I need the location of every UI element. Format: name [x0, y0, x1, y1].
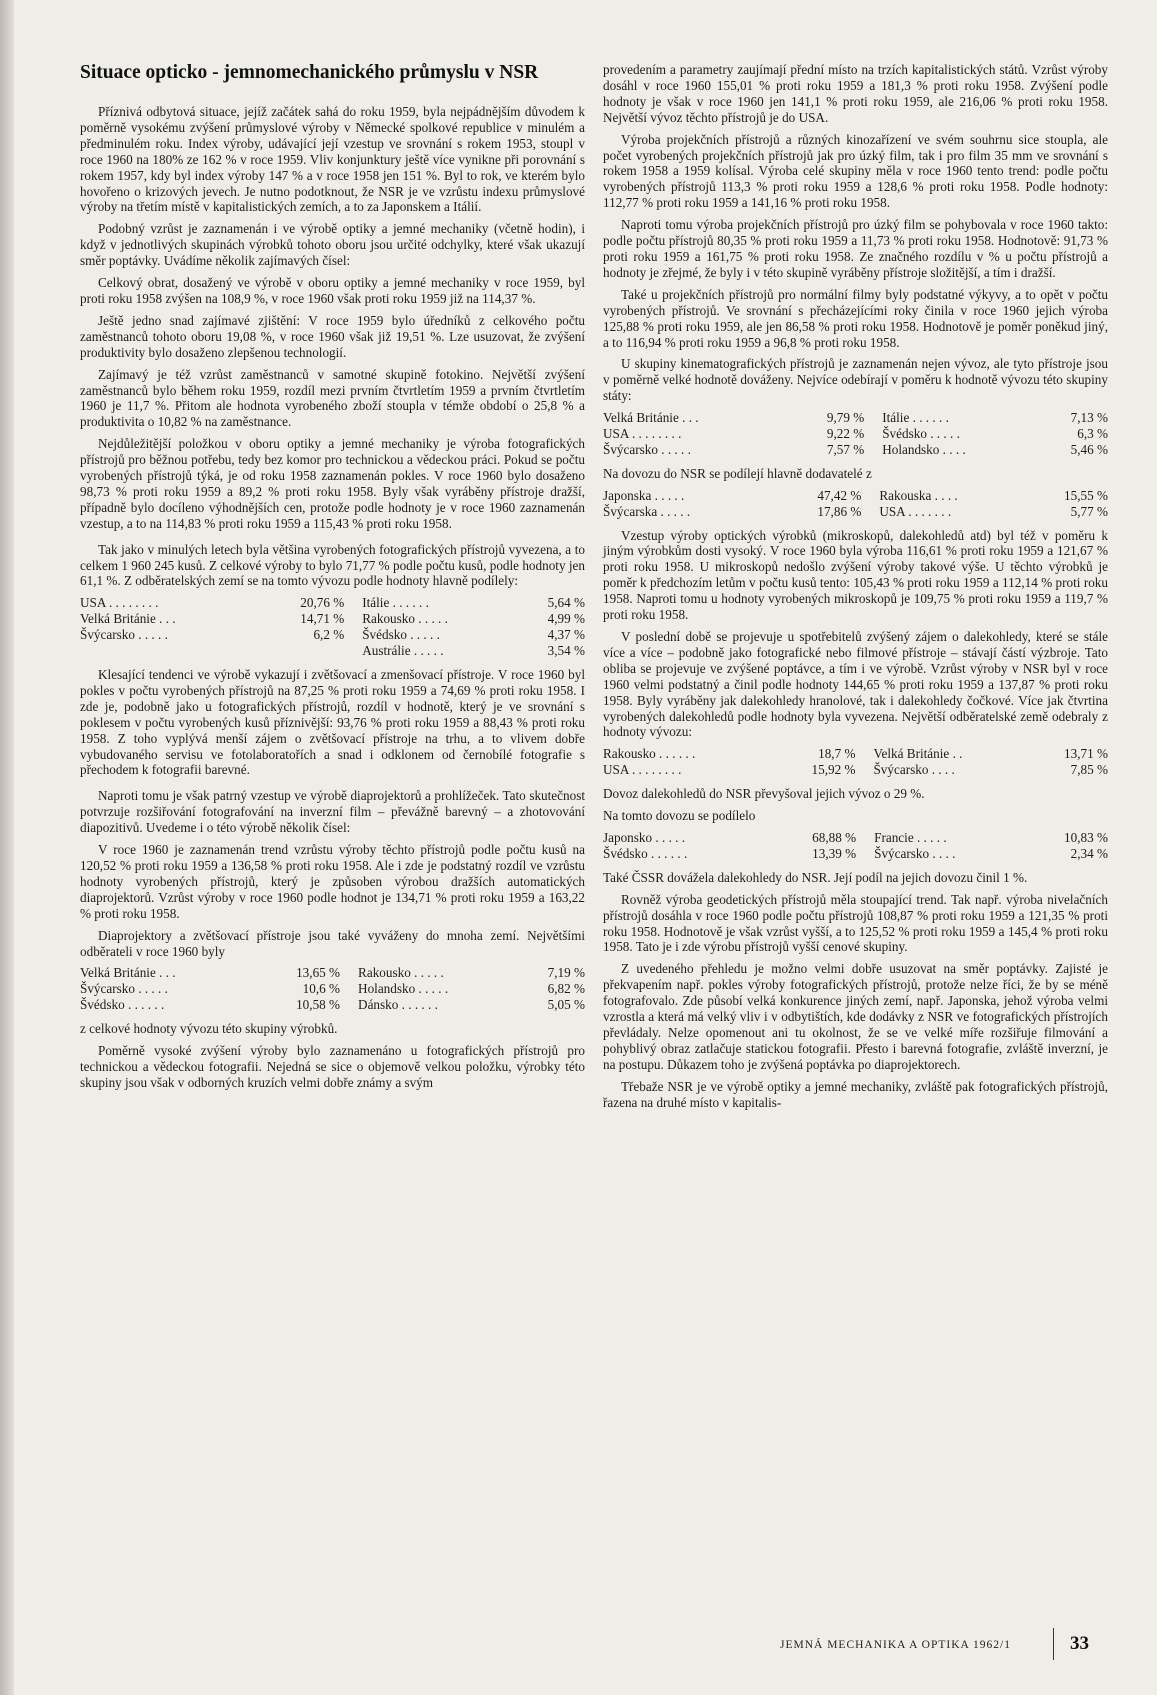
- paragraph: Celkový obrat, dosažený ve výrobě v oboru optiky a jemné mechaniky v roce 1959, byl proti roku 1958 zvýšen na 108,9 %, v roce 1960 však proti roku 1959 již na 114,37 %.: [80, 275, 585, 306]
- percent-cell: 18,7 %: [818, 746, 856, 762]
- table-row: [603, 442, 1108, 458]
- paragraph: Naproti tomu je však patrný vzestup ve výrobě diaprojektorů a prohlížeček. Tato skutečnost potvrzuje rozšiřování fotografování na inverzní film – převážně barevný – a zhotovování diapozitivů. Uvedeme i o této výrobě několik čísel:: [80, 788, 585, 836]
- country-cell: Velká Británie . . .: [80, 965, 176, 981]
- table-row: [603, 504, 1108, 520]
- percent-cell: 10,83 %: [1064, 829, 1108, 845]
- country-cell: Itálie . . . . . .: [882, 410, 949, 426]
- table-row: [80, 997, 585, 1013]
- percent-table: [80, 965, 585, 1013]
- table-row: [603, 746, 1108, 762]
- page-binding-shadow: [0, 0, 14, 1695]
- paragraph: Na dovozu do NSR se podílejí hlavně dodavatelé z: [603, 465, 872, 481]
- percent-cell: 6,3 %: [1077, 426, 1108, 442]
- percent-cell: 15,92 %: [811, 762, 856, 778]
- country-cell: Rakouska . . . .: [879, 487, 958, 503]
- country-cell: Švýcarsko . . . . .: [80, 981, 168, 997]
- country-cell: Švédsko . . . . .: [882, 426, 960, 442]
- percent-cell: 5,05 %: [547, 997, 585, 1013]
- percent-cell: 5,64 %: [547, 595, 585, 611]
- country-cell: USA . . . . . . . .: [603, 426, 682, 442]
- percent-cell: 10,6 %: [302, 981, 341, 997]
- country-cell: Švýcarsko . . . .: [874, 845, 956, 861]
- country-cell: USA . . . . . . . .: [80, 595, 159, 611]
- country-cell: Dánsko . . . . . .: [358, 997, 438, 1013]
- country-cell: USA . . . . . . .: [879, 503, 952, 519]
- country-cell: Rakousko . . . . .: [362, 611, 448, 627]
- percent-cell: 7,85 %: [1070, 762, 1108, 778]
- paragraph: Poměrně vysoké zvýšení výroby bylo zaznamenáno u fotografických přístrojů pro technickou a vědeckou fotografii. Nejedná se sice o objemově velkou položku, výrobky této skupiny jsou však v odborných kruzích velmi dobře známy a svým: [80, 1043, 585, 1090]
- paragraph: z celkové hodnoty vývozu této skupiny výrobků.: [80, 1021, 338, 1037]
- table-row: [80, 595, 585, 611]
- paragraph: Příznivá odbytová situace, jejíž začátek sahá do roku 1959, byla nejpádnějším důvodem k poměrně vysokému zvýšení průmyslové výroby v Německé spolkové republice v minulém a předminulém roku. Index výroby, udávající její vzestup ve srovnání s rokem 1953, stoupl v roce 1960 na 180% ze 162 % v roce 1959. Vliv konjunktury ještě více vynikne při porovnání s rokem 1957, kdy byl index výroby 147 % a v roce 1958 jen 151 %. Byl to rok, ve kterém bylo hovořeno o krizových jevech. Je nutno podotknout, že NSR je ve vzrůstu indexu průmyslové výroby na třetím místě v kapitalistických zemích, a to za Japonskem a Itálií.: [80, 104, 585, 215]
- table-row: [603, 488, 1108, 504]
- country-cell: Švýcarsko . . . .: [873, 762, 955, 778]
- percent-cell: 20,76 %: [300, 595, 345, 611]
- percent-cell: 9,79 %: [826, 410, 865, 426]
- table-row: [80, 643, 585, 659]
- percent-cell: 13,71 %: [1064, 746, 1108, 762]
- paragraph: Zajímavý je též vzrůst zaměstnanců v samotné skupině fotokino. Největší zvýšení zaměstnanců bylo během roku 1959, rozdíl mezi prvním čtvrtletím 1959 a prvním čtvrtletím 1960 je 11,7 %. Přitom ale hodnota vyrobeného zboží stoupla v témže období o 25,8 % a produktivita o 10,82 % na zaměstnance.: [80, 366, 585, 430]
- country-cell: Holandsko . . . . .: [358, 981, 449, 997]
- page-number: 33: [1070, 1633, 1089, 1654]
- country-cell: Velká Británie . . .: [80, 611, 176, 627]
- paragraph: Rovněž výroba geodetických přístrojů měla stoupající trend. Tak např. výroba nivelačních přístrojů dosáhla v roce 1960 podle počtu přístrojů 108,87 % proti roku 1959 a 121,35 % proti roku 1958. Hodnotově je však vzrůst vyšší, a to 125,52 % proti roku 1959 a 145,4 % proti roku 1958. Tato je i zde výrobu přístrojů vyšší cenové skupiny.: [603, 891, 1108, 955]
- percent-cell: 7,19 %: [547, 965, 585, 981]
- paragraph: Také ČSSR dovážela dalekohledy do NSR. Její podíl na jejich dovozu činil 1 %.: [603, 869, 1028, 885]
- percent-cell: 9,22 %: [826, 426, 865, 442]
- footer-separator: [1053, 1628, 1054, 1660]
- country-cell: Švédsko . . . . . .: [603, 845, 688, 861]
- country-cell: [80, 643, 255, 659]
- percent-cell: 7,13 %: [1070, 410, 1108, 426]
- table-row: [80, 611, 585, 627]
- paragraph: Naproti tomu výroba projekčních přístrojů pro úzký film se pohybovala v roce 1960 takto: podle počtu přístrojů 80,35 % proti roku 1959 a 11,73 % proti roku 1958. Hodnotově: 91,73 % proti roku 1959 a 161,75 % proti roku 1958. Ze značného rozdílu v % u počtu přístrojů a hodnoty je zřejmé, že byly i v této skupině vyráběny přístroje složitější, a tím i dražší.: [603, 217, 1108, 280]
- paragraph: Diaprojektory a zvětšovací přístroje jsou také vyváženy do mnoha zemí. Největšími odběrateli v roce 1960 byly: [80, 927, 585, 959]
- country-cell: Rakousko . . . . . .: [603, 746, 696, 762]
- percent-cell: 13,39 %: [812, 845, 857, 861]
- table-row: [603, 830, 1108, 846]
- percent-cell: 14,71 %: [300, 611, 345, 627]
- paragraph: provedením a parametry zaujímají přední místo na trzích kapitalistických států. Vzrůst výroby dosáhl v roce 1960 155,01 % proti roku 1959 a 181,3 % proti roku 1958. Zvýšení podle hodnoty je však v roce 1960 jen 141,1 % proti roku 1959, ale 216,06 % proti roku 1958. Největší vývoz těchto přístrojů je do USA.: [603, 62, 1108, 125]
- table-row: [80, 965, 585, 981]
- journal-footer: JEMNÁ MECHANIKA A OPTIKA 1962/1: [780, 1639, 1011, 1651]
- percent-cell: 5,77 %: [1070, 503, 1108, 519]
- country-cell: Velká Británie . .: [873, 746, 963, 762]
- percent-table: [603, 410, 1108, 458]
- country-cell: Švýcarsko . . . . .: [603, 441, 691, 457]
- table-row: [603, 762, 1108, 778]
- percent-cell: 6,82 %: [547, 981, 585, 997]
- paragraph: Výroba projekčních přístrojů a různých kinozařízení ve svém souhrnu sice stoupla, ale počet vyrobených projekčních přístrojů jak pro úzký film, tak i pro film 35 mm ve srovnání s rokem 1958 a 1959 kolísal. Výroba celé skupiny měla v roce 1960 tento trend: podle počtu vyrobených přístrojů 113,3 % proti roku 1959 a 128,6 % proti roku 1958. Podle hodnoty: 112,77 % proti roku 1959 a 141,16 % proti roku 1958.: [603, 131, 1108, 211]
- country-cell: Japonsko . . . . .: [603, 829, 686, 845]
- table-row: [80, 981, 585, 997]
- percent-cell: 4,99 %: [547, 611, 585, 627]
- country-cell: Itálie . . . . . .: [362, 595, 429, 611]
- paragraph: Nejdůležitější položkou v oboru optiky a jemné mechaniky je výroba fotografických přístrojů pro běžnou potřebu, tedy bez komor pro technickou a vědeckou práci. Pokud se počtu vyrobených přístrojů týká, je od roku 1958 zaznamenán pokles. V roce 1960 bylo dosaženo 98,73 % proti roku 1959 a 89,2 % proti roku 1958. Byly však vyráběny přístroje dražší, případně bylo docíleno výhodnějších cen, protože podle hodnoty je v roce 1960 zaznamenán vzestup, a to na 114,83 % proti roku 1959 a 115,43 % proti roku 1958.: [80, 436, 585, 531]
- paragraph: Tak jako v minulých letech byla většina vyrobených fotografických přístrojů vyvezena, a to celkem 1 960 245 kusů. Z celkové výroby to bylo 71,77 % podle počtu kusů, podle hodnoty jen 61,1 %. Z odběratelských zemí se na tomto vývozu podle hodnoty hlavně podílely:: [80, 541, 585, 589]
- table-row: [603, 846, 1108, 862]
- paragraph: Také u projekčních přístrojů pro normální filmy byly podstatné výkyvy, a to opět v počtu vyrobených přístrojů. Ve srovnání s přecházejícími roky činila v roce 1960 jejich výroba 125,88 % proti roku 1959, ale jen 86,58 % proti roku 1958. Hodnotově je poměr poněkud jiný, a to 116,94 % proti roku 1959 a 96,8 % proti roku 1958.: [603, 286, 1108, 350]
- percent-cell: 10,58 %: [296, 997, 341, 1013]
- percent-table: [603, 488, 1108, 520]
- percent-cell: 4,37 %: [547, 627, 585, 643]
- country-cell: Švýcarska . . . . .: [603, 503, 691, 519]
- percent-cell: 15,55 %: [1064, 487, 1108, 503]
- percent-cell: 5,46 %: [1070, 441, 1108, 457]
- percent-table: [603, 830, 1108, 862]
- paragraph: U skupiny kinematografických přístrojů je zaznamenán nejen vývoz, ale tyto přístroje jsou v poměrně velké hodnotě dováženy. Nejvíce odebírají v poměru k hodnotě vývozu této skupiny státy:: [603, 356, 1108, 404]
- percent-cell: 3,54 %: [547, 643, 585, 659]
- paragraph: Podobný vzrůst je zaznamenán i ve výrobě optiky a jemné mechaniky (včetně hodin), i když v jednotlivých skupinách výrobků tohoto oboru jsou určité odchylky, které však ukazují směr poptávky. Uvádíme několik zajímavých čísel:: [80, 221, 585, 269]
- percent-cell: 13,65 %: [296, 965, 341, 981]
- table-row: [603, 410, 1108, 426]
- paragraph: Na tomto dovozu se podílelo: [603, 808, 756, 824]
- right-column: [603, 62, 1108, 1116]
- percent-cell: 2,34 %: [1070, 845, 1108, 861]
- paragraph: Ještě jedno snad zajímavé zjištění: V roce 1959 bylo úředníků z celkového počtu zaměstnanců tohoto oboru 19,08 %, v roce 1960 však již 19,51 %. Lze usuzovat, že zvýšení produktivity bylo dosaženo zlepšenou technologií.: [80, 312, 585, 360]
- country-cell: Rakousko . . . . .: [358, 965, 444, 981]
- percent-cell: 47,42 %: [817, 487, 862, 503]
- percent-table: [603, 746, 1108, 778]
- paragraph: V poslední době se projevuje u spotřebitelů zvýšený zájem o dalekohledy, které se stále více a více – podobně jako fotografické nebo filmové přístroje – stávají částí výzbroje. Tato obliba se projevuje ve zvýšené poptávce, a tím i ve výrobě. Vzrůst výroby v NSR byl v roce 1960 velmi podstatný a činil podle hodnoty 144,65 % proti roku 1959 a 137,87 % proti roku 1958. Byly vyráběny jak dalekohledy hranolové, tak i dalekohledy čočkové. Více jak čtvrtina vyrobených dalekohledů podle hodnoty byla vyvezena. Největší odběratelské země odebraly z hodnoty vývozu:: [603, 629, 1108, 740]
- paragraph: V roce 1960 je zaznamenán trend vzrůstu výroby těchto přístrojů podle počtu kusů na 120,52 % proti roku 1959 a 136,58 % proti roku 1958. Ale i zde je podstatný rozdíl ve vzrůstu hodnoty vyrobených přístrojů, který je způsoben výrobou dražších automatických diaprojektorů. Vzrůst výroby v roce 1960 podle hodnot je 134,71 % proti roku 1959 a 163,22 % proti roku 1958.: [80, 842, 585, 921]
- country-cell: Švédsko . . . . .: [362, 627, 440, 643]
- table-row: [603, 426, 1108, 442]
- paragraph: Třebaže NSR je ve výrobě optiky a jemné mechaniky, zvláště pak fotografických přístrojů, řazena na druhé místo v kapitalis-: [603, 1078, 1108, 1110]
- country-cell: Velká Británie . . .: [603, 410, 699, 426]
- percent-cell: 7,57 %: [826, 441, 865, 457]
- paragraph: Dovoz dalekohledů do NSR převyšoval jejich vývoz o 29 %.: [603, 786, 925, 802]
- left-column: [80, 62, 585, 1097]
- country-cell: Francie . . . . .: [874, 829, 947, 845]
- table-row: [80, 627, 585, 643]
- percent-table: [80, 595, 585, 659]
- percent-cell: 17,86 %: [817, 503, 862, 519]
- paragraph: Z uvedeného přehledu je možno velmi dobře usuzovat na směr poptávky. Zajisté je překvapením např. pokles výroby fotografických přístrojů, protože nelze říci, že by se méně fotografovalo. Zde působí velká konkurence jiných zemí, např. Japonska, jehož výroba velmi vzrostla a která má velký vliv i v odbytištích, kde dodávky z NSR ve fotografických přístrojích převládaly. Nelze opomenout ani tu okolnost, že se ve velké míře rozšiřuje filmování a pohyblivý obraz zatlačuje statickou fotografii. Přesto i barevná fotografie, zvláště inverzní, je na postupu. Důkazem toho je zvýšená poptávka po diaprojektorech.: [603, 961, 1108, 1072]
- percent-cell: [255, 643, 362, 659]
- percent-cell: 68,88 %: [812, 829, 857, 845]
- percent-cell: 6,2 %: [313, 627, 345, 643]
- article-title: Situace opticko - jemnomechanického průmyslu v NSR: [80, 62, 539, 83]
- country-cell: Austrálie . . . . .: [362, 643, 444, 659]
- paragraph: Vzestup výroby optických výrobků (mikroskopů, dalekohledů atd) byl též v poměru k jiným výrobkům dosti vysoký. V roce 1960 byla výroba 116,61 % proti roku 1959 a 121,67 % proti roku 1958. U mikroskopů nedošlo zvýšení výroby takové výše. U těchto výrobků je poměr k předchozím letům v počtu kusů tento: 105,43 % proti roku 1959 a 112,14 % proti roku 1958. Naproti tomu u hodnoty vyrobených mikroskopů je 109,75 % proti roku 1959 a 119,7 % proti roku 1958.: [603, 527, 1108, 623]
- country-cell: Japonska . . . . .: [603, 487, 685, 503]
- country-cell: USA . . . . . . . .: [603, 762, 682, 778]
- country-cell: Švýcarsko . . . . .: [80, 627, 168, 643]
- paragraph: Klesající tendenci ve výrobě vykazují i zvětšovací a zmenšovací přístroje. V roce 1960 byl pokles v počtu vyrobených přístrojů na 87,25 % proti roku 1959 a 74,69 % proti roku 1958. I zde je, podobně jako u fotografických přístrojů, rozdíl v hodnotě, který je ve srovnání s poklesem v počtu vyrobených kusů příznivější: 93,76 % proti roku 1959 a 88,43 % proti roku 1958. Z toho vyplývá menší zájem o zvětšovací přístroje na trhu, a to vlivem dobře vybudovaného servisu ve fotolaboratořích a snad i odklonem od černobílé fotografie s přechodem k fotografii barevné.: [80, 667, 585, 778]
- country-cell: Švédsko . . . . . .: [80, 997, 165, 1013]
- country-cell: Holandsko . . . .: [882, 441, 966, 457]
